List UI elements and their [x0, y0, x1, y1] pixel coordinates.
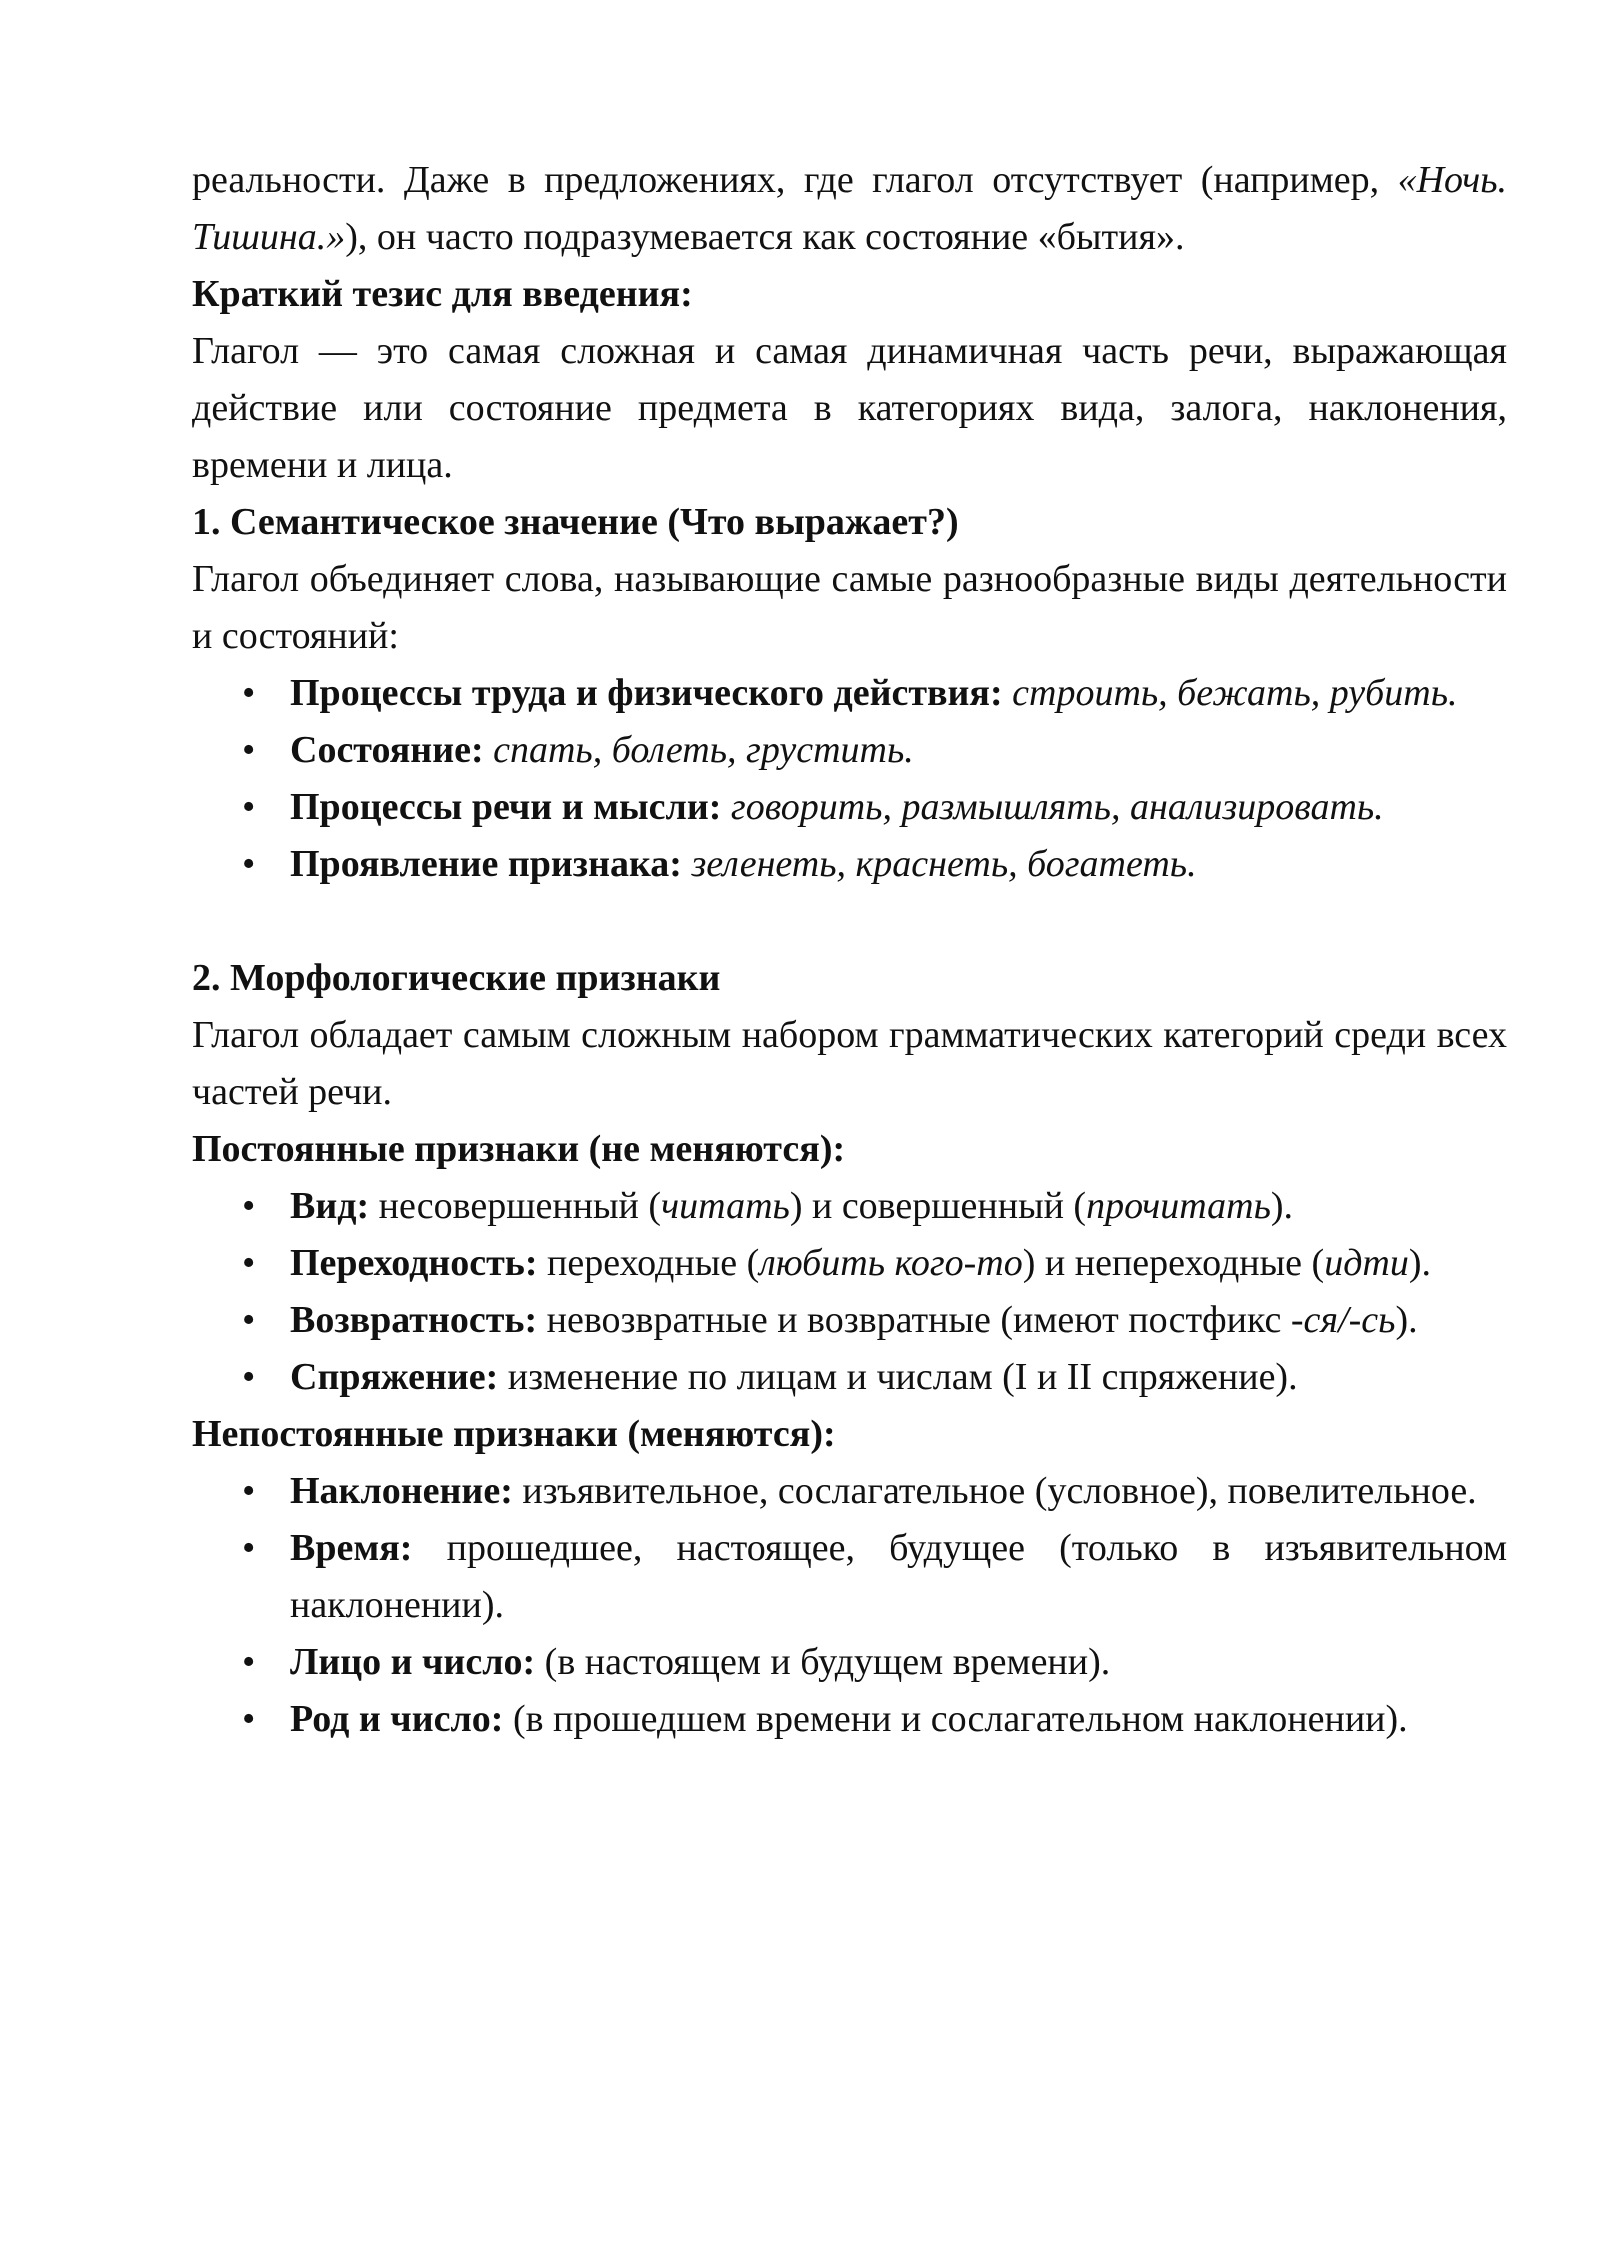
list-item-text: ) и непереходные (: [1022, 1242, 1325, 1284]
thesis-heading: Краткий тезис для введения:: [192, 273, 693, 315]
list-item: [290, 1520, 1507, 1634]
list-item: [290, 1634, 1507, 1691]
list-item-term: Вид:: [290, 1185, 370, 1227]
list-item-example: идти: [1324, 1242, 1409, 1284]
list-item: [290, 836, 1507, 893]
section1-heading: 1. Семантическое значение (Что выражает?): [192, 501, 959, 543]
list-item: [290, 1349, 1507, 1406]
intro-text: реальности. Даже в предложениях, где глагол отсутствует (например,: [192, 159, 1398, 201]
list-item-text: прошедшее, настоящее, будущее (только в изъявительном наклонении).: [290, 1527, 1507, 1626]
variable-features-list: [192, 1463, 1507, 1748]
list-item-examples: говорить, размышлять, анализировать.: [730, 786, 1384, 828]
list-item-example: прочитать: [1086, 1185, 1271, 1227]
constant-features-heading: Постоянные признаки (не меняются):: [192, 1128, 846, 1170]
list-item: [290, 779, 1507, 836]
list-item-term: Лицо и число:: [290, 1641, 536, 1683]
list-item-example: читать: [661, 1185, 790, 1227]
list-item-text: ) и совершенный (: [789, 1185, 1087, 1227]
list-item-term: Наклонение:: [290, 1470, 513, 1512]
list-item-examples: зеленеть, краснеть, богатеть.: [691, 843, 1197, 885]
list-item-text: ).: [1408, 1242, 1432, 1284]
list-item: [290, 665, 1507, 722]
list-item-example: любить кого-то: [759, 1242, 1023, 1284]
list-item-term: Процессы речи и мысли:: [290, 786, 722, 828]
list-item-example: -ся/-сь: [1290, 1299, 1396, 1341]
list-item: [290, 722, 1507, 779]
section2-paragraph: Глагол обладает самым сложным набором грамматических категорий среди всех частей речи.: [192, 1014, 1507, 1113]
list-item: [290, 1292, 1507, 1349]
section1-paragraph: Глагол объединяет слова, называющие самые разнообразные виды деятельности и состояний:: [192, 558, 1507, 657]
intro-example: «Ночь. Тишина.»: [192, 159, 1507, 258]
list-item-examples: спать, болеть, грустить.: [493, 729, 914, 771]
list-item-text: переходные (: [537, 1242, 760, 1284]
list-item: [290, 1463, 1507, 1520]
list-item-text: невозвратные и возвратные (имеют постфикс: [537, 1299, 1291, 1341]
list-item-text: несовершенный (: [369, 1185, 662, 1227]
list-item-text: ).: [1395, 1299, 1418, 1341]
list-item-term: Спряжение:: [290, 1356, 499, 1398]
intro-text-end: ), он часто подразумевается как состояние «бытия».: [345, 216, 1185, 258]
section2-heading: 2. Морфологические признаки: [192, 957, 721, 999]
blank-line: [192, 893, 1507, 950]
list-item-term: Возвратность:: [290, 1299, 538, 1341]
list-item-examples: строить, бежать, рубить.: [1012, 672, 1458, 714]
thesis-paragraph: Глагол — это самая сложная и самая динамичная часть речи, выражающая действие или состояние предмета в категориях вида, залога, наклонения, времени и лица.: [192, 330, 1507, 486]
variable-features-heading: Непостоянные признаки (меняются):: [192, 1413, 836, 1455]
list-item-text: изменение по лицам и числам (I и II спряжение).: [498, 1356, 1298, 1398]
list-item: [290, 1235, 1507, 1292]
list-item-text: изъявительное, сослагательное (условное), повелительное.: [512, 1470, 1477, 1512]
list-item-text: (в настоящем и будущем времени).: [535, 1641, 1111, 1683]
list-item-term: Проявление признака:: [290, 843, 682, 885]
list-item-term: Время:: [290, 1527, 413, 1569]
list-item-text: ).: [1270, 1185, 1294, 1227]
document-page: [192, 152, 1507, 1748]
intro-paragraph: [192, 152, 1507, 266]
list-item-text: (в прошедшем времени и сослагательном наклонении).: [503, 1698, 1408, 1740]
list-item-term: Процессы труда и физического действия:: [290, 672, 1003, 714]
list-item-term: Состояние:: [290, 729, 484, 771]
list-item-term: Род и число:: [290, 1698, 504, 1740]
list-item-term: Переходность:: [290, 1242, 538, 1284]
constant-features-list: [192, 1178, 1507, 1406]
list-item: [290, 1691, 1507, 1748]
list-item: [290, 1178, 1507, 1235]
semantic-list: [192, 665, 1507, 893]
